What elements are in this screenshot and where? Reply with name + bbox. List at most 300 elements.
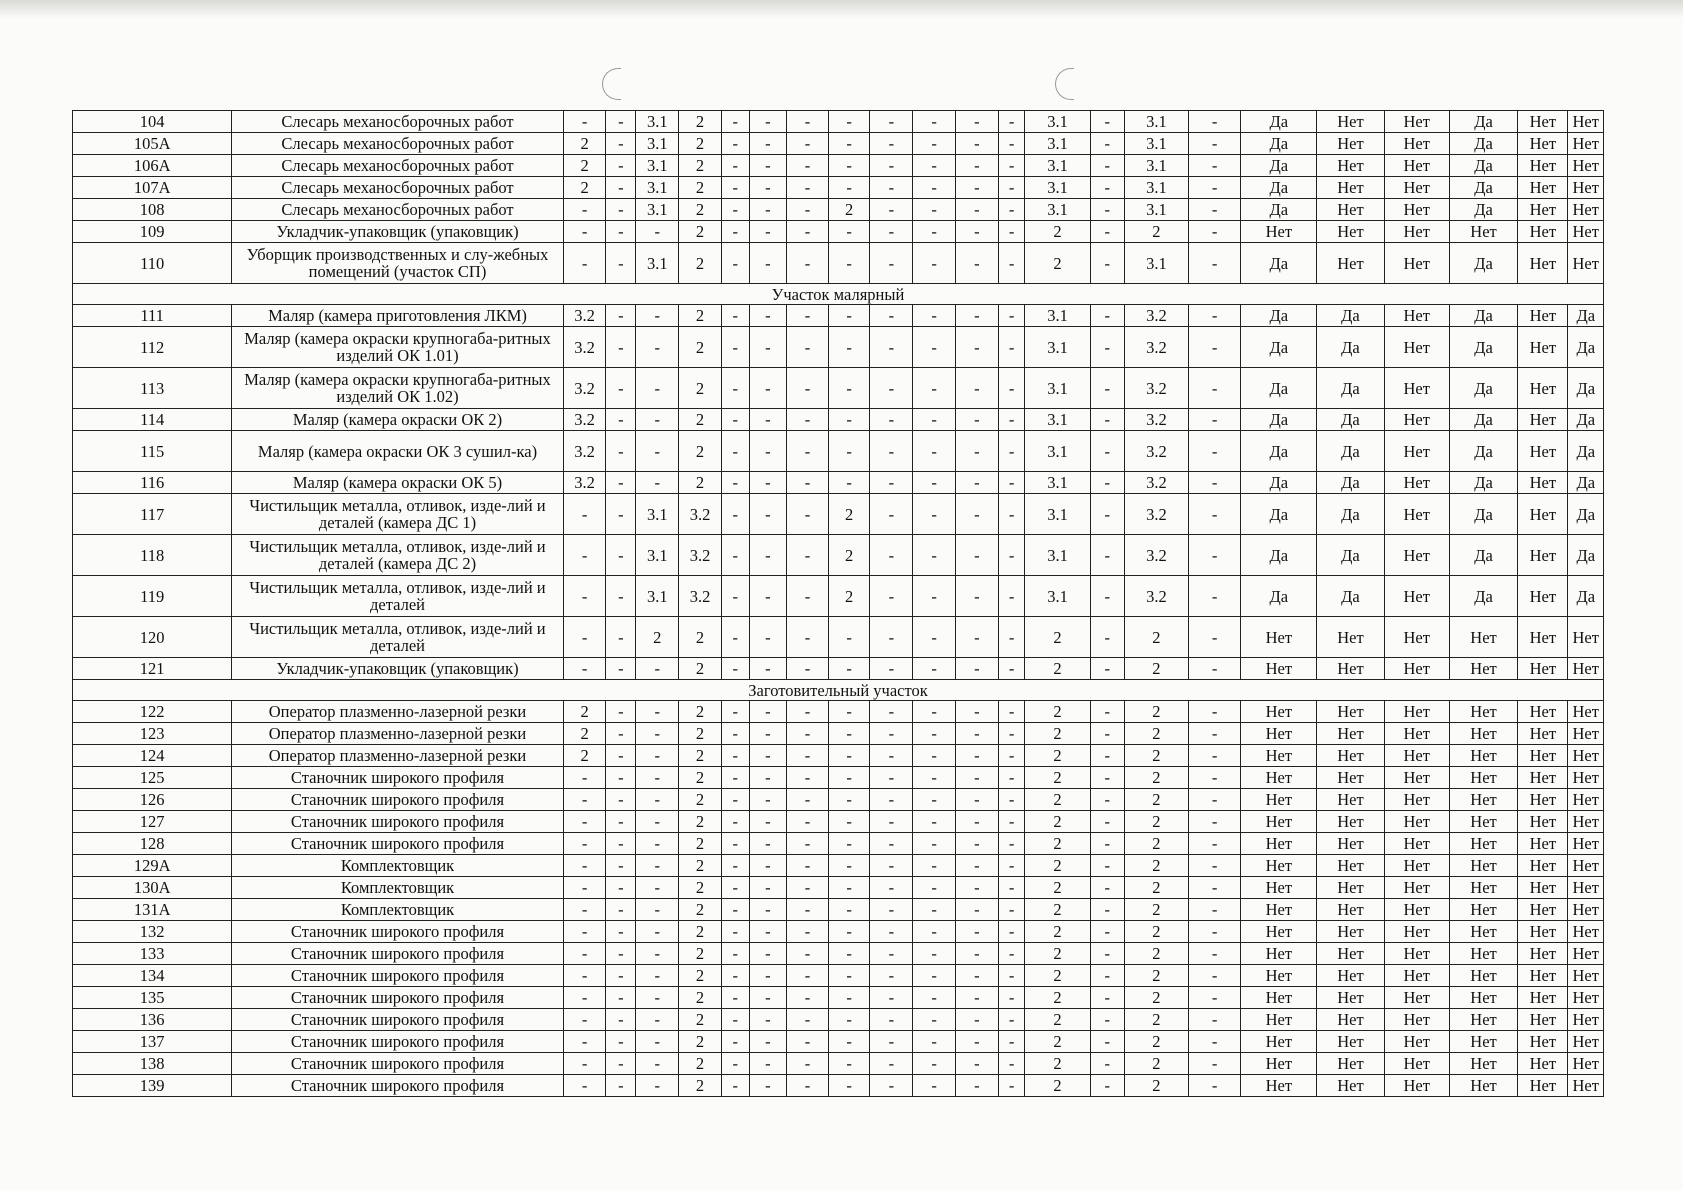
condition-value: Нет (1317, 855, 1384, 877)
condition-value: - (828, 177, 870, 199)
condition-value: - (828, 877, 870, 899)
condition-value: Нет (1317, 658, 1384, 680)
condition-value: - (828, 833, 870, 855)
condition-value: - (606, 943, 636, 965)
condition-value: 3.1 (636, 155, 679, 177)
working-conditions-table (72, 110, 1604, 1097)
condition-value: 2 (1124, 745, 1188, 767)
condition-value: Да (1568, 368, 1604, 409)
condition-value: Нет (1568, 617, 1604, 658)
condition-value: - (870, 767, 913, 789)
condition-value: - (955, 1009, 998, 1031)
condition-value: - (1090, 811, 1124, 833)
condition-value: Да (1241, 243, 1317, 284)
condition-value: Нет (1568, 855, 1604, 877)
condition-value: - (998, 494, 1025, 535)
condition-value: Нет (1241, 701, 1317, 723)
condition-value: - (749, 921, 786, 943)
condition-value: - (828, 221, 870, 243)
workplace-name: Оператор плазменно-лазерной резки (232, 723, 563, 745)
condition-value: 3.1 (1025, 494, 1090, 535)
condition-value: 3.1 (1025, 535, 1090, 576)
condition-value: Нет (1241, 855, 1317, 877)
condition-value: - (636, 987, 679, 1009)
condition-value: 2 (679, 431, 722, 472)
condition-value: Нет (1518, 877, 1568, 899)
condition-value: Нет (1384, 472, 1449, 494)
condition-value: - (998, 1053, 1025, 1075)
condition-value: - (870, 576, 913, 617)
condition-value: - (721, 658, 749, 680)
condition-value: - (998, 617, 1025, 658)
condition-value: - (998, 327, 1025, 368)
condition-value: Нет (1449, 789, 1517, 811)
condition-value: Нет (1449, 965, 1517, 987)
condition-value: Нет (1518, 965, 1568, 987)
condition-value: Нет (1384, 789, 1449, 811)
condition-value: - (1188, 409, 1240, 431)
condition-value: - (563, 877, 606, 899)
workplace-name: Слесарь механосборочных работ (232, 111, 563, 133)
condition-value: 2 (1124, 1053, 1188, 1075)
condition-value: - (1188, 877, 1240, 899)
condition-value: - (636, 723, 679, 745)
condition-value: - (749, 494, 786, 535)
condition-value: - (870, 965, 913, 987)
condition-value: - (563, 243, 606, 284)
condition-value: - (1090, 767, 1124, 789)
table-row (73, 617, 1604, 658)
table-row (73, 855, 1604, 877)
condition-value: - (787, 789, 829, 811)
workplace-number: 139 (73, 1075, 232, 1097)
condition-value: - (1090, 155, 1124, 177)
condition-value: - (721, 305, 749, 327)
condition-value: Нет (1518, 177, 1568, 199)
condition-value: Нет (1568, 199, 1604, 221)
condition-value: - (1090, 409, 1124, 431)
condition-value: 3.1 (636, 177, 679, 199)
condition-value: - (998, 658, 1025, 680)
condition-value: Да (1241, 177, 1317, 199)
condition-value: 3.1 (1124, 243, 1188, 284)
condition-value: Нет (1384, 658, 1449, 680)
condition-value: - (913, 987, 956, 1009)
condition-value: Нет (1317, 177, 1384, 199)
condition-value: Да (1449, 368, 1517, 409)
condition-value: - (563, 789, 606, 811)
condition-value: Нет (1518, 658, 1568, 680)
condition-value: Да (1568, 494, 1604, 535)
condition-value: - (749, 789, 786, 811)
workplace-number: 138 (73, 1053, 232, 1075)
workplace-number: 124 (73, 745, 232, 767)
workplace-number: 112 (73, 327, 232, 368)
condition-value: 2 (1124, 855, 1188, 877)
condition-value: - (606, 155, 636, 177)
condition-value: - (828, 987, 870, 1009)
condition-value: - (636, 701, 679, 723)
condition-value: - (998, 811, 1025, 833)
condition-value: 2 (1124, 1075, 1188, 1097)
condition-value: - (913, 833, 956, 855)
condition-value: - (787, 305, 829, 327)
condition-value: Нет (1317, 221, 1384, 243)
table-row (73, 767, 1604, 789)
condition-value: 2 (1025, 617, 1090, 658)
condition-value: - (870, 133, 913, 155)
condition-value: Нет (1449, 833, 1517, 855)
condition-value: - (998, 767, 1025, 789)
condition-value: - (563, 833, 606, 855)
condition-value: Нет (1317, 745, 1384, 767)
condition-value: - (913, 243, 956, 284)
condition-value: - (998, 1075, 1025, 1097)
condition-value: 2 (1025, 1053, 1090, 1075)
condition-value: Да (1241, 155, 1317, 177)
condition-value: Да (1317, 327, 1384, 368)
condition-value: 2 (679, 701, 722, 723)
condition-value: 2 (679, 899, 722, 921)
condition-value: Нет (1241, 943, 1317, 965)
condition-value: - (721, 221, 749, 243)
condition-value: - (998, 745, 1025, 767)
condition-value: - (721, 723, 749, 745)
condition-value: - (828, 409, 870, 431)
condition-value: - (1188, 811, 1240, 833)
condition-value: - (828, 767, 870, 789)
condition-value: - (828, 327, 870, 368)
condition-value: - (1090, 1075, 1124, 1097)
condition-value: 3.1 (1124, 133, 1188, 155)
condition-value: Нет (1568, 833, 1604, 855)
condition-value: Нет (1384, 155, 1449, 177)
condition-value: Нет (1317, 111, 1384, 133)
condition-value: - (721, 199, 749, 221)
condition-value: - (955, 305, 998, 327)
condition-value: - (721, 745, 749, 767)
condition-value: - (870, 877, 913, 899)
condition-value: - (870, 494, 913, 535)
condition-value: - (563, 658, 606, 680)
condition-value: - (563, 494, 606, 535)
condition-value: - (1188, 221, 1240, 243)
condition-value: Нет (1518, 472, 1568, 494)
condition-value: Да (1449, 199, 1517, 221)
condition-value: - (749, 111, 786, 133)
condition-value: 2 (679, 943, 722, 965)
condition-value: - (1090, 199, 1124, 221)
condition-value: - (721, 431, 749, 472)
condition-value: 2 (679, 111, 722, 133)
condition-value: - (606, 243, 636, 284)
condition-value: 2 (679, 767, 722, 789)
condition-value: - (913, 494, 956, 535)
condition-value: - (787, 965, 829, 987)
workplace-name: Маляр (камера окраски крупногаба-ритных изделий ОК 1.01) (232, 327, 563, 368)
condition-value: - (955, 965, 998, 987)
condition-value: - (721, 1009, 749, 1031)
condition-value: - (563, 811, 606, 833)
workplace-name: Укладчик-упаковщик (упаковщик) (232, 658, 563, 680)
condition-value: - (749, 1053, 786, 1075)
condition-value: 2 (1124, 987, 1188, 1009)
condition-value: Нет (1518, 243, 1568, 284)
condition-value: Нет (1317, 1031, 1384, 1053)
condition-value: - (828, 899, 870, 921)
condition-value: Нет (1384, 1031, 1449, 1053)
condition-value: - (998, 701, 1025, 723)
condition-value: - (606, 855, 636, 877)
workplace-number: 119 (73, 576, 232, 617)
condition-value: 3.1 (636, 535, 679, 576)
condition-value: - (1090, 243, 1124, 284)
condition-value: - (563, 1031, 606, 1053)
condition-value: Нет (1317, 899, 1384, 921)
condition-value: 2 (679, 1075, 722, 1097)
condition-value: - (1188, 133, 1240, 155)
condition-value: - (955, 767, 998, 789)
condition-value: Нет (1241, 987, 1317, 1009)
condition-value: - (636, 855, 679, 877)
condition-value: - (721, 177, 749, 199)
workplace-number: 105А (73, 133, 232, 155)
workplace-name: Станочник широкого профиля (232, 811, 563, 833)
condition-value: - (913, 305, 956, 327)
condition-value: - (1090, 576, 1124, 617)
condition-value: - (913, 899, 956, 921)
workplace-name: Станочник широкого профиля (232, 987, 563, 1009)
table-row (73, 1031, 1604, 1053)
condition-value: - (998, 305, 1025, 327)
condition-value: - (1188, 617, 1240, 658)
condition-value: - (955, 833, 998, 855)
condition-value: Да (1241, 305, 1317, 327)
condition-value: Нет (1518, 833, 1568, 855)
table-row (73, 155, 1604, 177)
condition-value: - (636, 1075, 679, 1097)
condition-value: 2 (1124, 701, 1188, 723)
condition-value: - (913, 1053, 956, 1075)
condition-value: 2 (1025, 1031, 1090, 1053)
condition-value: - (955, 243, 998, 284)
condition-value: Нет (1518, 327, 1568, 368)
condition-value: - (955, 745, 998, 767)
condition-value: 3.1 (636, 199, 679, 221)
condition-value: - (998, 177, 1025, 199)
table-row (73, 811, 1604, 833)
workplace-name: Оператор плазменно-лазерной резки (232, 701, 563, 723)
condition-value: - (749, 965, 786, 987)
condition-value: 2 (1025, 899, 1090, 921)
table-row (73, 243, 1604, 284)
condition-value: - (721, 576, 749, 617)
condition-value: - (636, 899, 679, 921)
condition-value: Нет (1568, 133, 1604, 155)
condition-value: 2 (1025, 877, 1090, 899)
condition-value: - (787, 368, 829, 409)
workplace-name: Станочник широкого профиля (232, 1053, 563, 1075)
condition-value: Нет (1518, 899, 1568, 921)
condition-value: - (998, 943, 1025, 965)
condition-value: - (606, 327, 636, 368)
condition-value: Нет (1518, 1009, 1568, 1031)
condition-value: - (749, 133, 786, 155)
condition-value: - (1188, 576, 1240, 617)
condition-value: Нет (1518, 701, 1568, 723)
condition-value: Нет (1384, 987, 1449, 1009)
condition-value: - (606, 111, 636, 133)
condition-value: - (787, 943, 829, 965)
condition-value: Да (1568, 576, 1604, 617)
condition-value: - (955, 327, 998, 368)
condition-value: - (749, 877, 786, 899)
condition-value: - (787, 177, 829, 199)
condition-value: - (955, 1053, 998, 1075)
workplace-number: 104 (73, 111, 232, 133)
condition-value: - (870, 943, 913, 965)
condition-value: - (913, 472, 956, 494)
condition-value: - (606, 1075, 636, 1097)
condition-value: - (563, 617, 606, 658)
condition-value: - (787, 921, 829, 943)
condition-value: Нет (1518, 921, 1568, 943)
condition-value: - (955, 658, 998, 680)
condition-value: Нет (1317, 943, 1384, 965)
condition-value: Нет (1384, 431, 1449, 472)
condition-value: - (828, 965, 870, 987)
condition-value: Нет (1518, 1053, 1568, 1075)
condition-value: Нет (1518, 943, 1568, 965)
condition-value: Да (1317, 576, 1384, 617)
condition-value: - (721, 617, 749, 658)
condition-value: - (828, 431, 870, 472)
condition-value: Нет (1384, 723, 1449, 745)
condition-value: - (1188, 1009, 1240, 1031)
table-row (73, 327, 1604, 368)
condition-value: - (1188, 431, 1240, 472)
condition-value: - (1188, 368, 1240, 409)
condition-value: - (998, 877, 1025, 899)
condition-value: - (749, 1031, 786, 1053)
condition-value: - (998, 855, 1025, 877)
condition-value: - (998, 833, 1025, 855)
condition-value: 2 (1025, 723, 1090, 745)
condition-value: - (913, 199, 956, 221)
condition-value: Нет (1241, 833, 1317, 855)
table-row (73, 472, 1604, 494)
condition-value: - (828, 155, 870, 177)
condition-value: - (913, 811, 956, 833)
condition-value: - (1188, 1075, 1240, 1097)
condition-value: Да (1317, 431, 1384, 472)
condition-value: 2 (1025, 767, 1090, 789)
condition-value: - (1188, 789, 1240, 811)
condition-value: 2 (1124, 221, 1188, 243)
condition-value: - (955, 811, 998, 833)
workplace-number: 127 (73, 811, 232, 833)
condition-value: - (636, 1031, 679, 1053)
condition-value: - (913, 855, 956, 877)
condition-value: - (787, 833, 829, 855)
table-row (73, 658, 1604, 680)
workplace-number: 113 (73, 368, 232, 409)
condition-value: - (870, 472, 913, 494)
condition-value: - (1090, 617, 1124, 658)
workplace-name: Станочник широкого профиля (232, 943, 563, 965)
workplace-name: Маляр (камера приготовления ЛКМ) (232, 305, 563, 327)
condition-value: Нет (1449, 877, 1517, 899)
condition-value: 2 (1025, 987, 1090, 1009)
workplace-number: 137 (73, 1031, 232, 1053)
workplace-name: Станочник широкого профиля (232, 921, 563, 943)
condition-value: - (828, 1009, 870, 1031)
condition-value: - (1090, 877, 1124, 899)
condition-value: 2 (1025, 833, 1090, 855)
condition-value: Нет (1518, 111, 1568, 133)
condition-value: - (1090, 987, 1124, 1009)
condition-value: - (721, 1075, 749, 1097)
condition-value: Нет (1384, 701, 1449, 723)
condition-value: Нет (1317, 811, 1384, 833)
condition-value: - (998, 987, 1025, 1009)
workplace-name: Станочник широкого профиля (232, 965, 563, 987)
condition-value: Да (1449, 305, 1517, 327)
condition-value: - (721, 368, 749, 409)
condition-value: - (1090, 133, 1124, 155)
workplace-number: 106А (73, 155, 232, 177)
condition-value: - (870, 833, 913, 855)
condition-value: Нет (1449, 617, 1517, 658)
condition-value: Да (1449, 327, 1517, 368)
condition-value: Нет (1384, 305, 1449, 327)
condition-value: Нет (1384, 409, 1449, 431)
condition-value: - (1090, 833, 1124, 855)
condition-value: Нет (1384, 494, 1449, 535)
condition-value: Нет (1518, 494, 1568, 535)
condition-value: - (1188, 658, 1240, 680)
condition-value: Да (1317, 494, 1384, 535)
condition-value: 2 (563, 701, 606, 723)
condition-value: 2 (636, 617, 679, 658)
condition-value: - (787, 1031, 829, 1053)
workplace-name: Комплектовщик (232, 855, 563, 877)
condition-value: Нет (1317, 1009, 1384, 1031)
condition-value: Нет (1317, 701, 1384, 723)
condition-value: - (870, 1031, 913, 1053)
condition-value: 2 (679, 877, 722, 899)
condition-value: - (787, 472, 829, 494)
condition-value: - (955, 221, 998, 243)
condition-value: Нет (1518, 723, 1568, 745)
condition-value: - (955, 1075, 998, 1097)
condition-value: - (721, 1031, 749, 1053)
condition-value: - (870, 987, 913, 1009)
condition-value: Нет (1518, 855, 1568, 877)
condition-value: 2 (1124, 965, 1188, 987)
condition-value: Да (1241, 409, 1317, 431)
condition-value: 3.2 (1124, 368, 1188, 409)
workplace-name: Станочник широкого профиля (232, 1075, 563, 1097)
condition-value: 3.2 (679, 576, 722, 617)
condition-value: Да (1317, 305, 1384, 327)
condition-value: - (1188, 723, 1240, 745)
condition-value: - (828, 855, 870, 877)
condition-value: - (749, 243, 786, 284)
condition-value: 2 (679, 221, 722, 243)
condition-value: Нет (1384, 243, 1449, 284)
condition-value: - (749, 177, 786, 199)
